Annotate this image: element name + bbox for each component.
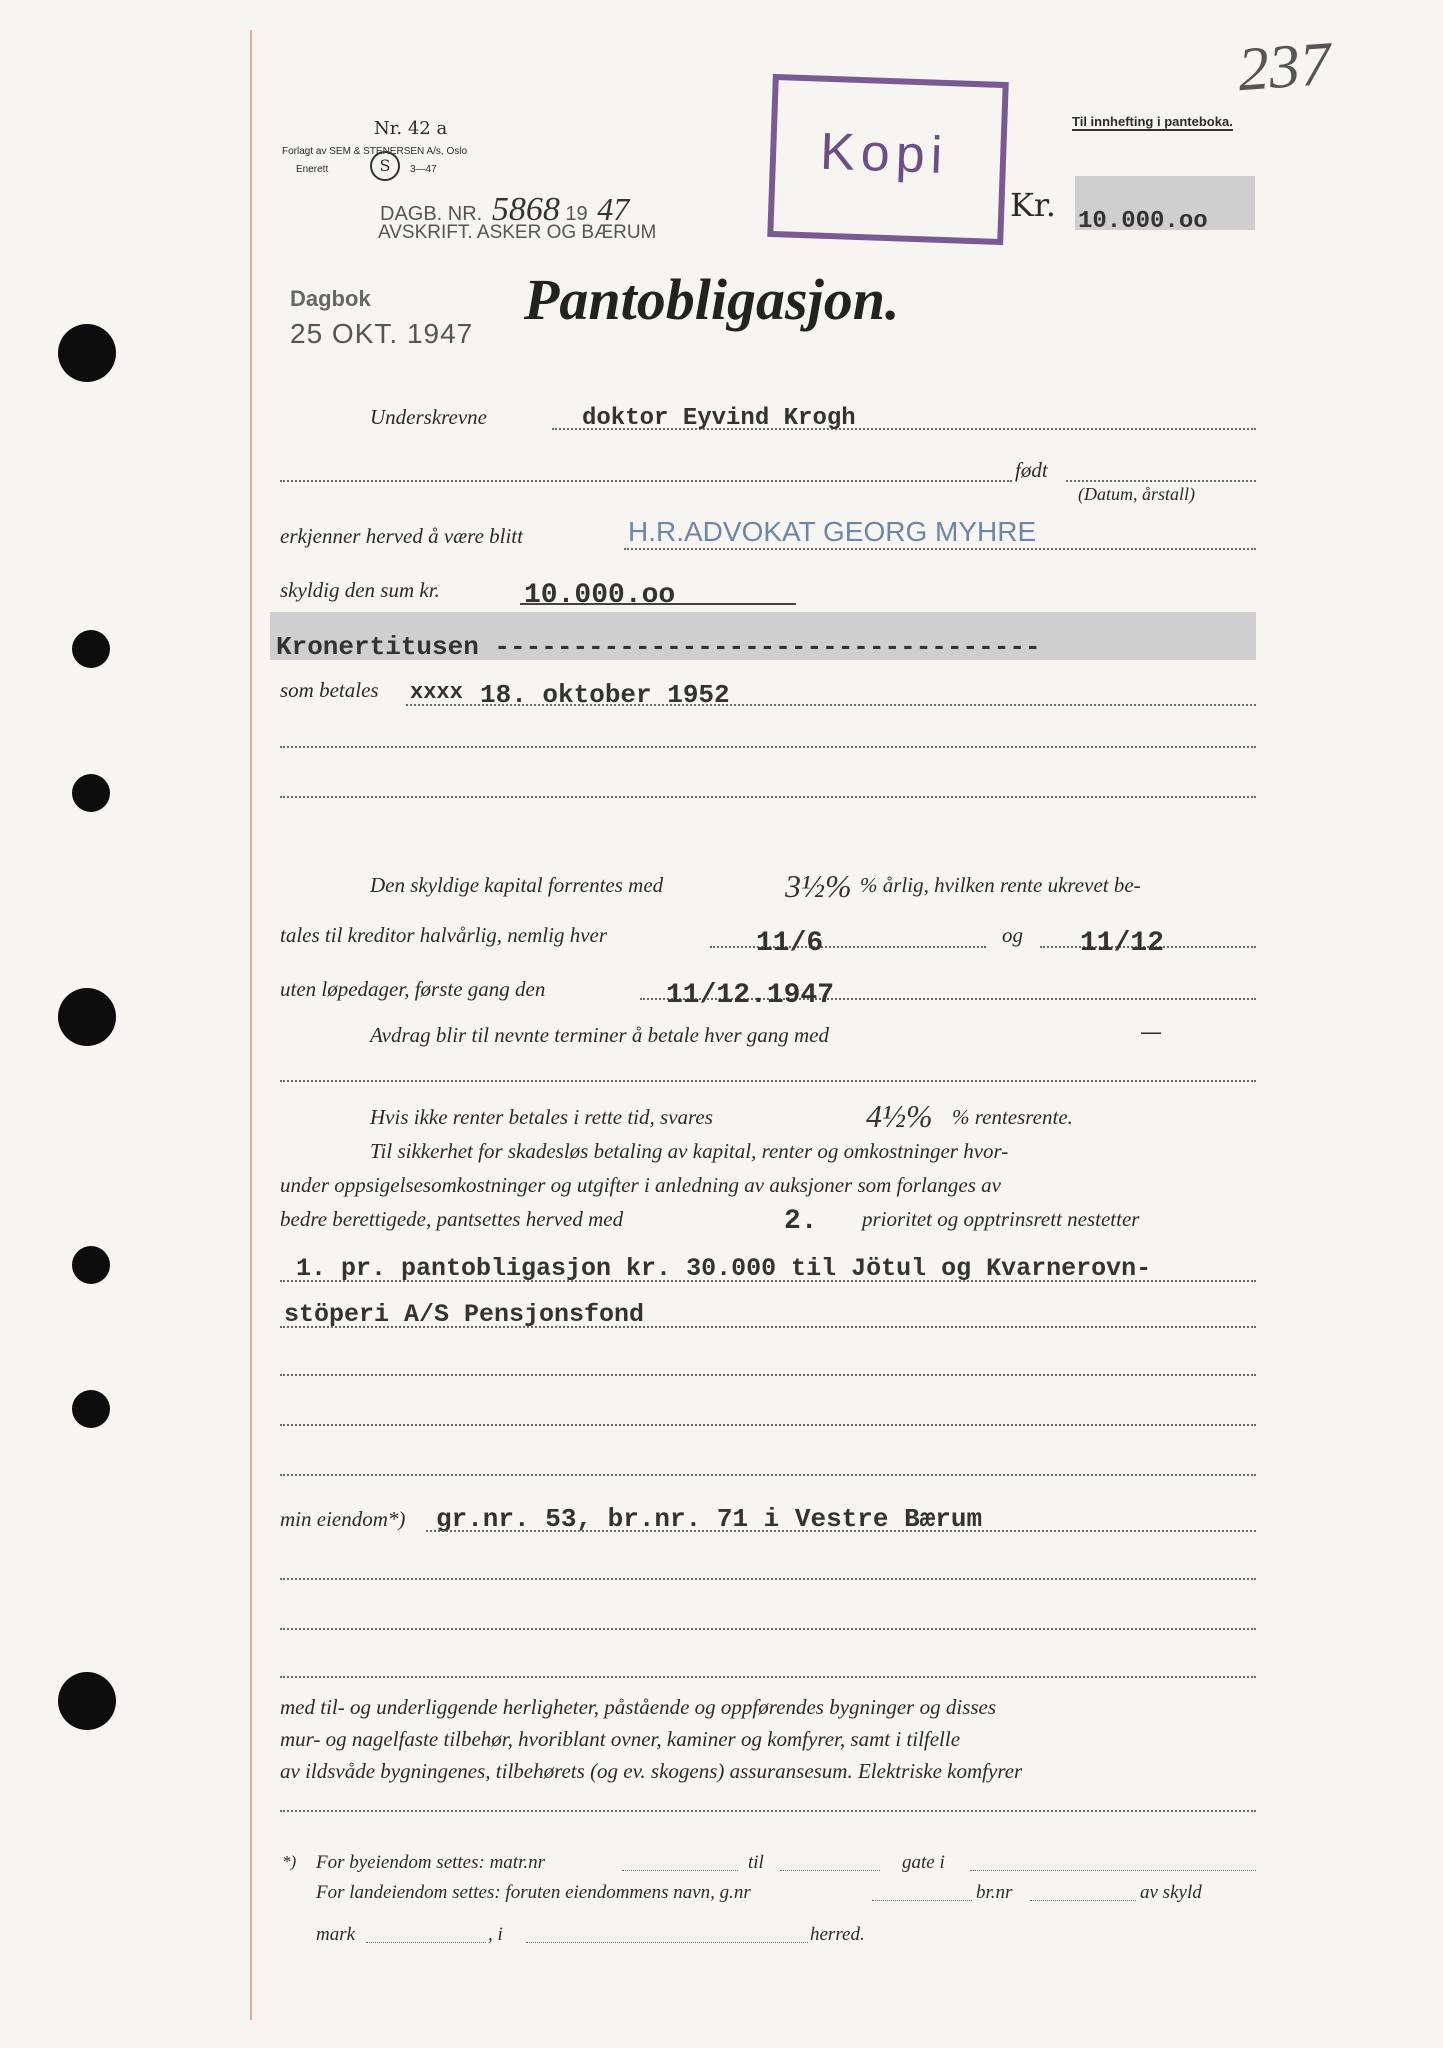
penalty-text-3: under oppsigelsesomkostninger og utgifter i anledning av auksjoner som forlanges av [280, 1173, 1001, 1197]
born-hint: (Datum, årstall) [1078, 484, 1195, 504]
payable-label: som betales [280, 678, 379, 702]
typed-encumbrance-2: stöperi A/S Pensjonsfond [284, 1300, 645, 1329]
form-publisher: Forlagt av SEM & STENERSEN A/s, Oslo [282, 146, 468, 157]
footnote-dots [622, 1870, 738, 1871]
undersigned-label: Underskrevne [370, 405, 488, 429]
margin-rule [250, 30, 252, 2020]
blank-line [280, 796, 1256, 798]
property-line [426, 1530, 1256, 1532]
penalty-rate: 4½% [866, 1098, 933, 1134]
footnote-line-1c: gate i [902, 1852, 945, 1873]
penalty-text-4a: bedre berettigede, pantsettes herved med [280, 1207, 624, 1231]
binder-hole [72, 630, 110, 668]
interest-text-1a: Den skyldige kapital forrentes med [370, 873, 664, 897]
interest-og: og [1002, 923, 1023, 947]
debt-label: skyldig den sum kr. [280, 578, 440, 602]
footnote-line-2a: For landeiendom settes: foruten eiendommens navn, g.nr [316, 1882, 751, 1903]
footnote-dots [872, 1900, 972, 1901]
footnote-dots [780, 1870, 880, 1871]
dagbok-label: Dagbok [290, 286, 371, 311]
footnote-line-3b: , i [488, 1924, 503, 1945]
typed-line-2 [280, 1326, 1256, 1328]
closing-line-3: av ildsvåde bygningenes, tilbehørets (og ev. skogens) assuransesum. Elektriske komfyrer [280, 1759, 1023, 1783]
blank-line [280, 1628, 1256, 1630]
amount-header-value: 10.000.oo [1078, 208, 1208, 235]
interest-date-2: 11/12 [1080, 928, 1165, 959]
blank-line [280, 1474, 1256, 1476]
interest-text-1b: % årlig, hvilken rente ukrevet be- [860, 873, 1141, 897]
typed-encumbrance-1: 1. pr. pantobligasjon kr. 30.000 til Jötul og Kvarnerovn- [296, 1254, 1152, 1283]
dagb-prefix: DAGB. NR. [380, 203, 483, 225]
penalty-text-1b: % rentesrente. [952, 1105, 1073, 1129]
binder-hole [72, 1246, 110, 1284]
avskrift-stamp: AVSKRIFT. ASKER OG BÆRUM [378, 222, 657, 243]
blank-line [280, 1676, 1256, 1678]
creditor-value: H.R.ADVOKAT GEORG MYHRE [628, 516, 1037, 547]
binder-hole [58, 1672, 116, 1730]
dagbok-date: 25 OKT. 1947 [290, 318, 474, 349]
footnote-dots [1030, 1900, 1136, 1901]
amount-words: Kronertitusen ----------------------------------- [276, 632, 1041, 662]
binder-hole [72, 1390, 110, 1428]
footnote-line-3c: herred. [810, 1924, 865, 1945]
form-number: Nr. 42 a [374, 118, 448, 139]
binder-hole [58, 988, 116, 1046]
blank-line [280, 1424, 1256, 1426]
creditor-line [624, 548, 1256, 550]
closing-end-line [280, 1810, 1256, 1812]
interest-line-1 [370, 868, 663, 903]
interest-text-2a: tales til kreditor halvårlig, nemlig hver [280, 923, 608, 947]
closing-line-2: mur- og nagelfaste tilbehør, hvoriblant ovner, kaminer og komfyrer, samt i tilfelle [280, 1727, 961, 1751]
penalty-text-2: Til sikkerhet for skadesløs betaling av kapital, renter og omkostninger hvor- [370, 1139, 1009, 1163]
born-line [280, 480, 1012, 482]
blank-line [280, 1578, 1256, 1580]
interest-date-1: 11/6 [756, 928, 824, 959]
footnote-line-2c: av skyld [1140, 1882, 1202, 1903]
footnote-dots [970, 1870, 1256, 1871]
footnote-line-1a: For byeiendom settes: matr.nr [316, 1852, 546, 1873]
penalty-text-4b: prioritet og opptrinsrett nestetter [862, 1207, 1140, 1231]
footnote-dots [366, 1942, 486, 1943]
interest-line-2 [710, 946, 986, 948]
footnote-star: *) [282, 1852, 297, 1871]
typed-line-1 [280, 1280, 1256, 1282]
footnote-line-1b: til [748, 1852, 764, 1873]
blank-line [280, 746, 1256, 748]
interest-text-4a: Avdrag blir til nevnte terminer å betale hver gang med [370, 1023, 829, 1047]
undersigned-value: doktor Eyvind Krogh [582, 405, 856, 432]
kopi-text: Kopi [819, 122, 950, 186]
closing-line-1: med til- og underliggende herligheter, påstående og oppførendes bygninger og disses [280, 1695, 997, 1719]
binding-note: Til innhefting i panteboka. [1072, 114, 1233, 129]
property-label: min eiendom*) [280, 1507, 406, 1531]
payable-struck: xxxx [410, 680, 463, 705]
blank-line [280, 1374, 1256, 1376]
penalty-text-1a: Hvis ikke renter betales i rette tid, svares [370, 1105, 713, 1129]
debt-value: 10.000.oo [524, 580, 676, 611]
footnote-line-3a: mark [316, 1924, 356, 1945]
amount-label: Kr. [1010, 186, 1056, 224]
payable-value: 18. oktober 1952 [480, 680, 730, 710]
binder-hole [72, 774, 110, 812]
dagb-year: 47 [597, 191, 630, 227]
property-value: gr.nr. 53, br.nr. 71 i Vestre Bærum [436, 1504, 983, 1534]
born-line-2 [1066, 480, 1256, 482]
kopi-stamp [767, 74, 1009, 245]
priority-value: 2. [784, 1206, 818, 1237]
form-date-code: 3—47 [410, 164, 437, 175]
page-number: 237 [1235, 29, 1334, 105]
dagb-number: 5868 [491, 191, 560, 228]
dagb-year-prefix: 19 [565, 203, 588, 225]
installment-value: — [1140, 1020, 1162, 1045]
interest-text-3a: uten løpedager, første gang den [280, 977, 546, 1001]
publisher-logo: S [370, 151, 400, 181]
binder-hole [58, 324, 116, 382]
form-eneret: Enerett [296, 164, 329, 175]
interest-first-date: 11/12.1947 [666, 980, 835, 1011]
blank-line [280, 1080, 1256, 1082]
acknowledge-label: erkjenner herved å være blitt [280, 524, 523, 548]
payable-line [406, 704, 1256, 706]
footnote-dots [526, 1942, 808, 1943]
footnote-line-2b: br.nr [976, 1882, 1013, 1903]
document-title: Pantobligasjon. [524, 267, 900, 332]
born-label: født [1015, 458, 1048, 482]
interest-rate: 3½% [785, 868, 852, 904]
